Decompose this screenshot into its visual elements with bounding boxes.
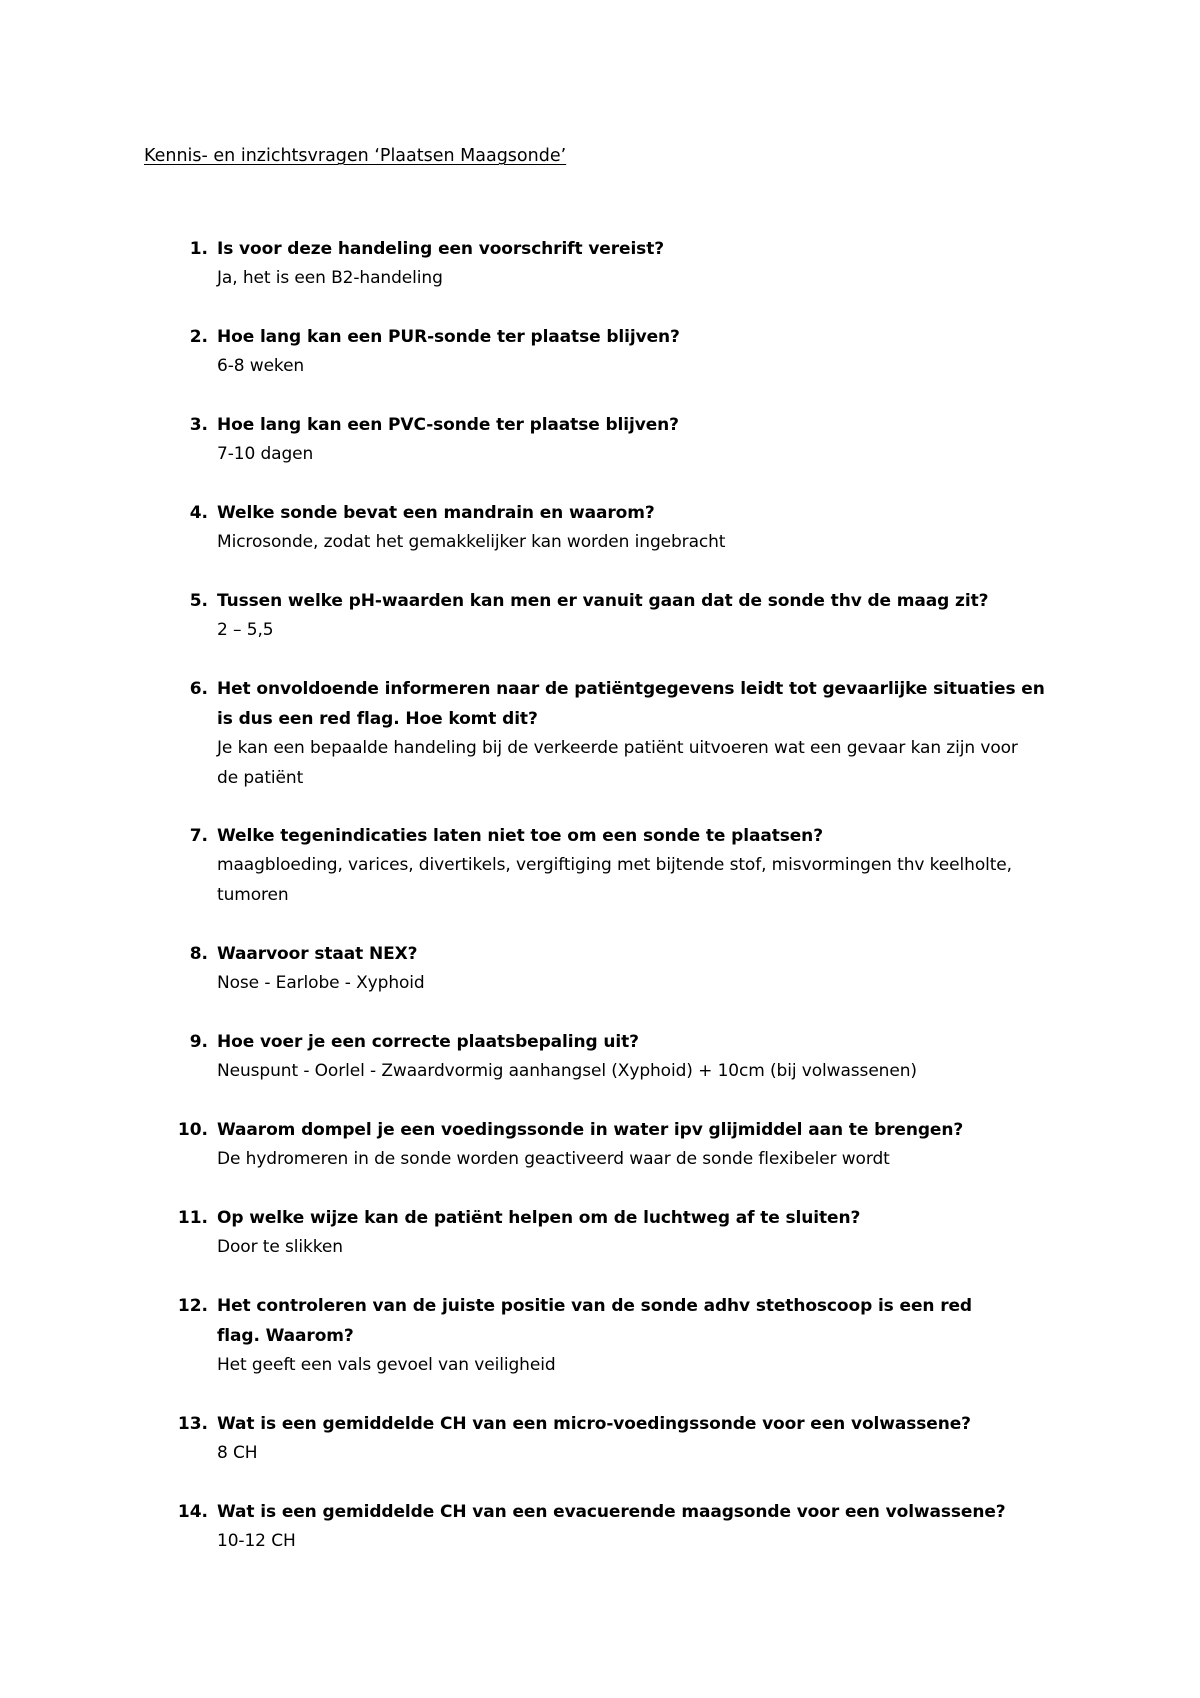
answer-text: 6-8 weken: [217, 356, 305, 376]
answer-text: 10-12 CH: [217, 1531, 296, 1551]
question-number: 10.: [177, 1120, 208, 1140]
question-text: Is voor deze handeling een voorschrift vereist?: [217, 239, 664, 259]
answer-text: maagbloeding, varices, divertikels, vergiftiging met bijtende stof, misvormingen thv keelholte, tumoren: [217, 855, 1012, 905]
answer-text: 7-10 dagen: [217, 444, 314, 464]
question-number: 14.: [177, 1502, 208, 1522]
question-number: 1.: [189, 239, 208, 259]
question-text: Wat is een gemiddelde CH van een micro-voedingssonde voor een volwassene?: [217, 1414, 971, 1434]
question-number: 2.: [189, 327, 208, 347]
question-text: Het controleren van de juiste positie van de sonde adhv stethoscoop is een red flag. Waarom?: [217, 1296, 972, 1346]
answer-text: Microsonde, zodat het gemakkelijker kan worden ingebracht: [217, 532, 726, 552]
question-text: Welke tegenindicaties laten niet toe om een sonde te plaatsen?: [217, 826, 823, 846]
question-number: 8.: [189, 944, 208, 964]
question-text: Waarvoor staat NEX?: [217, 944, 418, 964]
answer-text: 8 CH: [217, 1443, 258, 1463]
question-text: Op welke wijze kan de patiënt helpen om de luchtweg af te sluiten?: [217, 1208, 861, 1228]
question-text: Waarom dompel je een voedingssonde in water ipv glijmiddel aan te brengen?: [217, 1120, 964, 1140]
question-text: Hoe lang kan een PVC-sonde ter plaatse blijven?: [217, 415, 679, 435]
question-text: Hoe lang kan een PUR-sonde ter plaatse blijven?: [217, 327, 680, 347]
question-number: 11.: [177, 1208, 208, 1228]
question-number: 4.: [189, 503, 208, 523]
answer-text: Je kan een bepaalde handeling bij de verkeerde patiënt uitvoeren wat een gevaar kan zijn voor de patiënt: [217, 738, 1018, 788]
answer-text: Ja, het is een B2-handeling: [217, 268, 443, 288]
question-number: 6.: [189, 679, 208, 699]
question-number: 9.: [189, 1032, 208, 1052]
answer-text: De hydromeren in de sonde worden geactiveerd waar de sonde flexibeler wordt: [217, 1149, 890, 1169]
question-text: Wat is een gemiddelde CH van een evacuerende maagsonde voor een volwassene?: [217, 1502, 1006, 1522]
answer-text: Door te slikken: [217, 1237, 343, 1257]
question-number: 7.: [189, 826, 208, 846]
question-number: 12.: [177, 1296, 208, 1316]
question-text: Tussen welke pH-waarden kan men er vanuit gaan dat de sonde thv de maag zit?: [217, 591, 989, 611]
question-text: Welke sonde bevat een mandrain en waarom?: [217, 503, 655, 523]
document-title: Kennis- en inzichtsvragen ‘Plaatsen Maagsonde’: [144, 146, 567, 166]
answer-text: Neuspunt - Oorlel - Zwaardvormig aanhangsel (Xyphoid) + 10cm (bij volwassenen): [217, 1061, 917, 1081]
question-number: 3.: [189, 415, 208, 435]
question-text: Hoe voer je een correcte plaatsbepaling uit?: [217, 1032, 639, 1052]
question-text: Het onvoldoende informeren naar de patiëntgegevens leidt tot gevaarlijke situaties en is dus een red flag. Hoe komt dit?: [217, 679, 1045, 729]
question-number: 13.: [177, 1414, 208, 1434]
answer-text: Het geeft een vals gevoel van veiligheid: [217, 1355, 556, 1375]
answer-text: Nose - Earlobe - Xyphoid: [217, 973, 425, 993]
answer-text: 2 – 5,5: [217, 620, 274, 640]
question-number: 5.: [189, 591, 208, 611]
